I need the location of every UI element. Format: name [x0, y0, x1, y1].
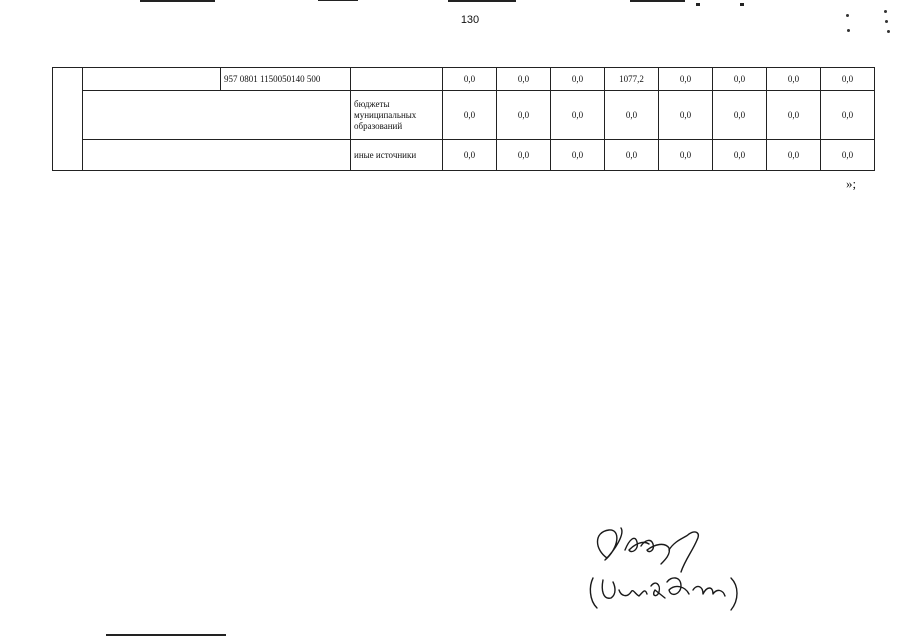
scan-dot [884, 10, 887, 13]
value-cell: 0,0 [551, 140, 605, 171]
value-cell: 0,0 [767, 68, 821, 91]
closing-quote: »; [846, 176, 857, 191]
scan-line [696, 3, 700, 6]
scan-line [630, 0, 685, 2]
value-cell: 0,0 [605, 91, 659, 140]
scan-line [448, 0, 516, 2]
value-cell: 0,0 [767, 91, 821, 140]
signature-text: (Кушнахов М.Л.) [585, 520, 593, 521]
value-cell: 0,0 [443, 68, 497, 91]
value-cell: 0,0 [767, 140, 821, 171]
value-cell: 0,0 [497, 140, 551, 171]
scan-dot [847, 29, 850, 32]
value-cell: 0,0 [821, 68, 875, 91]
budget-code-cell: 957 0801 1150050140 500 [221, 68, 351, 91]
table-row [53, 91, 875, 140]
scan-line [318, 0, 358, 1]
funding-source-cell: иные источники [351, 140, 443, 171]
scan-dot [887, 30, 890, 33]
value-cell: 0,0 [713, 68, 767, 91]
table-row [53, 68, 875, 91]
value-cell: 0,0 [605, 140, 659, 171]
scan-line [140, 0, 215, 2]
value-cell: 0,0 [821, 140, 875, 171]
value-cell: 0,0 [713, 140, 767, 171]
empty-merged-cell [83, 91, 351, 140]
scan-dot [846, 14, 849, 17]
scan-line [106, 634, 226, 636]
value-cell: 0,0 [443, 140, 497, 171]
value-cell: 0,0 [551, 68, 605, 91]
value-cell: 0,0 [443, 91, 497, 140]
value-cell: 0,0 [497, 68, 551, 91]
empty-index-cell [53, 68, 83, 171]
value-cell: 0,0 [821, 91, 875, 140]
budget-table [52, 67, 875, 171]
value-cell: 0,0 [713, 91, 767, 140]
empty-merged-cell [83, 140, 351, 171]
scan-dot [885, 20, 888, 23]
value-cell: 1077,2 [605, 68, 659, 91]
value-cell: 0,0 [659, 91, 713, 140]
funding-source-cell [351, 68, 443, 91]
page-number: 130 [460, 14, 480, 26]
value-cell: 0,0 [497, 91, 551, 140]
funding-source-cell: бюджеты муниципальных образований [351, 91, 443, 140]
handwritten-signature [585, 520, 765, 620]
value-cell: 0,0 [659, 140, 713, 171]
table-row [53, 140, 875, 171]
scan-line [740, 3, 744, 6]
value-cell: 0,0 [551, 91, 605, 140]
empty-name-cell [83, 68, 221, 91]
value-cell: 0,0 [659, 68, 713, 91]
